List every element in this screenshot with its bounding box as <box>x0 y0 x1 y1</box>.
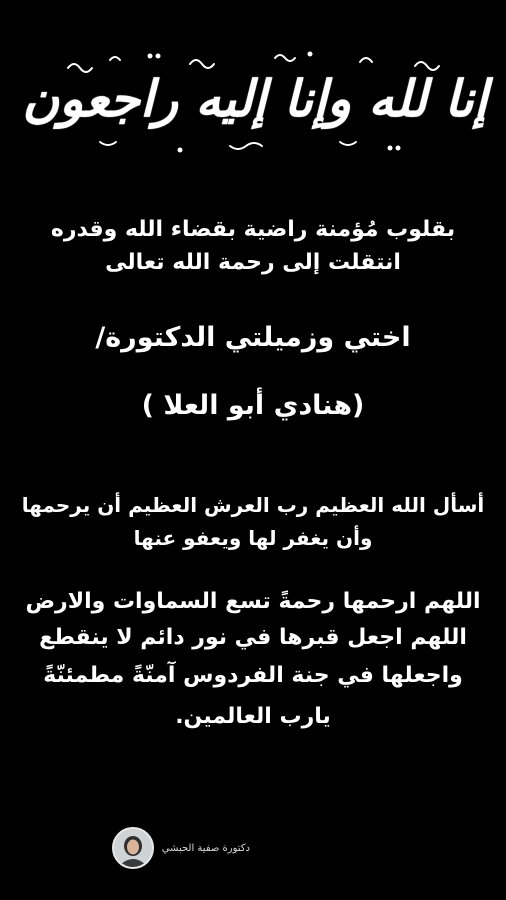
announcement-line-1: بقلوب مُؤمنة راضية بقضاء الله وقدره <box>50 217 456 242</box>
deceased-name: (هنادي أبو العلا ) <box>141 390 365 421</box>
prayer-line-2: وأن يغفر لها ويعفو عنها <box>133 526 373 550</box>
dua-line-1: اللهم ارحمها رحمةً تسع السماوات والارض <box>25 589 481 614</box>
announcement-line-2: انتقلت إلى رحمة الله تعالى <box>105 250 401 275</box>
prayer-line-1: أسأل الله العظيم رب العرش العظيم أن يرحمها <box>21 493 485 517</box>
calligraphy-text: إنا لله وإنا إليه راجعون <box>22 68 488 128</box>
author-footer <box>50 826 250 870</box>
calligraphy-header <box>22 38 488 158</box>
author-name: دكتورة صفية الحبشي <box>161 842 250 854</box>
relation-title: اختي وزميلتي الدكتورة/ <box>95 322 411 353</box>
profile-avatar-icon <box>112 827 154 869</box>
dua-line-3: واجعلها في جنة الفردوس آمنّةً مطمئنّةً <box>43 663 463 688</box>
dua-line-4: يارب العالمين. <box>175 704 331 729</box>
dua-line-2: اللهم اجعل قبرها في نور دائم لا ينقطع <box>39 625 467 650</box>
